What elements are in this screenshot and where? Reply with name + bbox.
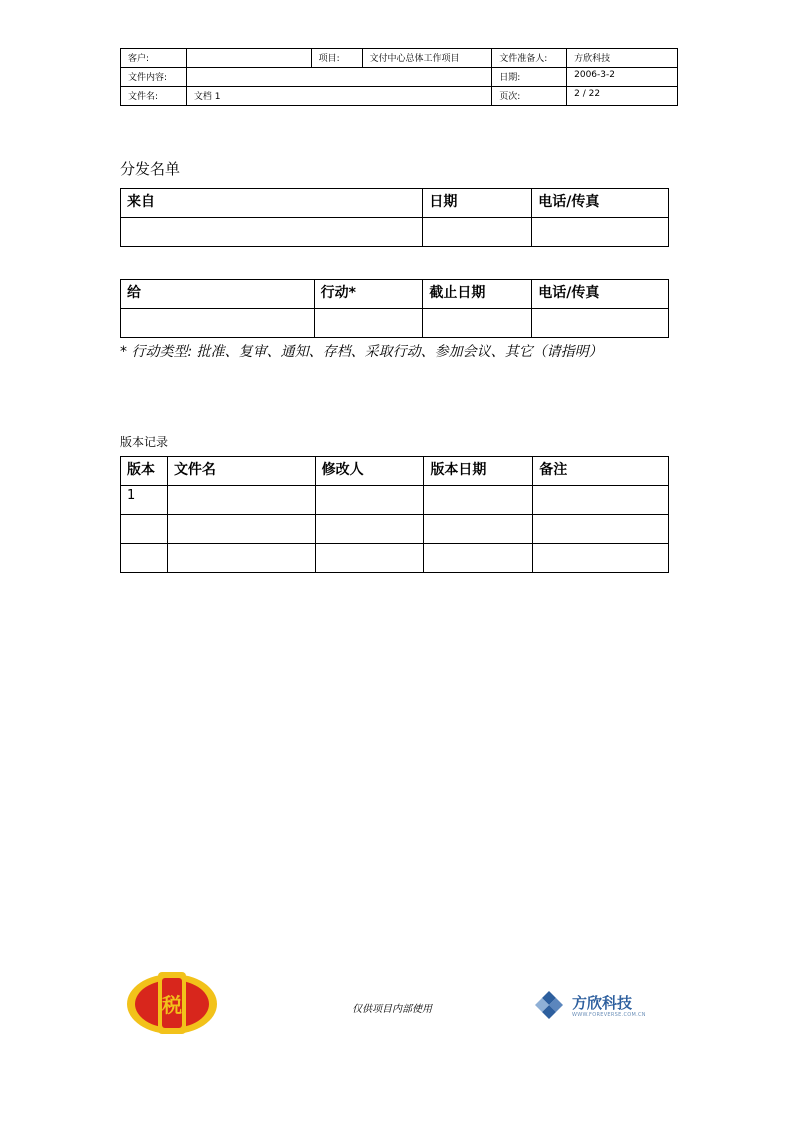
table-cell[interactable] bbox=[314, 309, 423, 338]
date-value: 2006-3-2 bbox=[567, 68, 678, 87]
table-cell[interactable] bbox=[424, 486, 533, 515]
customer-label: 客户: bbox=[121, 49, 187, 68]
tax-emblem-logo bbox=[126, 966, 218, 1038]
table-cell[interactable] bbox=[423, 218, 532, 247]
internal-use-note: 仅供项目内部使用 bbox=[352, 1004, 432, 1015]
project-label: 项目: bbox=[311, 49, 362, 68]
table-cell[interactable] bbox=[424, 515, 533, 544]
preparer-label: 文件准备人: bbox=[492, 49, 567, 68]
table-cell[interactable] bbox=[121, 544, 168, 573]
action-type-note: * 行动类型: 批准、复审、通知、存档、采取行动、参加会议、其它（请指明） bbox=[120, 344, 603, 360]
table-cell[interactable] bbox=[532, 309, 669, 338]
content-label: 文件内容: bbox=[121, 68, 187, 87]
table-row bbox=[121, 309, 669, 338]
page-value: 2 / 22 bbox=[567, 87, 678, 106]
to-header-deadline: 截止日期 bbox=[423, 280, 532, 309]
page-label: 页次: bbox=[492, 87, 567, 106]
company-logo-mark bbox=[534, 990, 564, 1020]
table-cell[interactable] bbox=[167, 544, 315, 573]
from-table bbox=[120, 188, 669, 247]
version-header-version: 版本 bbox=[121, 457, 168, 486]
customer-value bbox=[186, 49, 311, 68]
table-row bbox=[121, 544, 669, 573]
filename-label: 文件名: bbox=[121, 87, 187, 106]
to-header-row bbox=[121, 280, 669, 309]
table-cell[interactable] bbox=[424, 544, 533, 573]
version-header-modifier: 修改人 bbox=[315, 457, 424, 486]
date-label: 日期: bbox=[492, 68, 567, 87]
version-header-filename: 文件名 bbox=[167, 457, 315, 486]
table-cell[interactable] bbox=[121, 309, 315, 338]
table-row bbox=[121, 486, 669, 515]
header-row-1 bbox=[121, 49, 678, 68]
table-cell[interactable] bbox=[532, 218, 669, 247]
table-row bbox=[121, 218, 669, 247]
from-header-date: 日期 bbox=[423, 189, 532, 218]
version-header-date: 版本日期 bbox=[424, 457, 533, 486]
table-cell[interactable] bbox=[533, 544, 669, 573]
table-cell[interactable] bbox=[121, 218, 423, 247]
preparer-value: 方欣科技 bbox=[567, 49, 678, 68]
from-header-row bbox=[121, 189, 669, 218]
table-row bbox=[121, 515, 669, 544]
filename-value: 文档 1 bbox=[186, 87, 491, 106]
emblem-character: 税 bbox=[162, 993, 182, 1017]
version-header-row bbox=[121, 457, 669, 486]
document-header-table bbox=[120, 48, 678, 106]
from-header-phone: 电话/传真 bbox=[532, 189, 669, 218]
table-cell[interactable] bbox=[533, 515, 669, 544]
table-cell[interactable] bbox=[167, 515, 315, 544]
table-cell[interactable] bbox=[315, 486, 424, 515]
company-url: WWW.FOREVERSE.COM.CN bbox=[572, 1012, 646, 1018]
version-table bbox=[120, 456, 669, 573]
header-row-3 bbox=[121, 87, 678, 106]
from-header-source: 来自 bbox=[121, 189, 423, 218]
distribution-heading: 分发名单 bbox=[120, 160, 181, 178]
content-value bbox=[186, 68, 491, 87]
table-cell[interactable] bbox=[315, 544, 424, 573]
to-header-recipient: 给 bbox=[121, 280, 315, 309]
company-name: 方欣科技 bbox=[572, 994, 633, 1012]
company-logo bbox=[534, 990, 644, 1026]
table-cell[interactable]: 1 bbox=[121, 486, 168, 515]
to-table bbox=[120, 279, 669, 338]
header-row-2 bbox=[121, 68, 678, 87]
table-cell[interactable] bbox=[533, 486, 669, 515]
version-heading: 版本记录 bbox=[120, 435, 169, 449]
to-header-phone: 电话/传真 bbox=[532, 280, 669, 309]
table-cell[interactable] bbox=[315, 515, 424, 544]
project-value: 文付中心总体工作项目 bbox=[362, 49, 492, 68]
to-header-action: 行动* bbox=[314, 280, 423, 309]
table-cell[interactable] bbox=[167, 486, 315, 515]
version-header-remark: 备注 bbox=[533, 457, 669, 486]
table-cell[interactable] bbox=[121, 515, 168, 544]
table-cell[interactable] bbox=[423, 309, 532, 338]
